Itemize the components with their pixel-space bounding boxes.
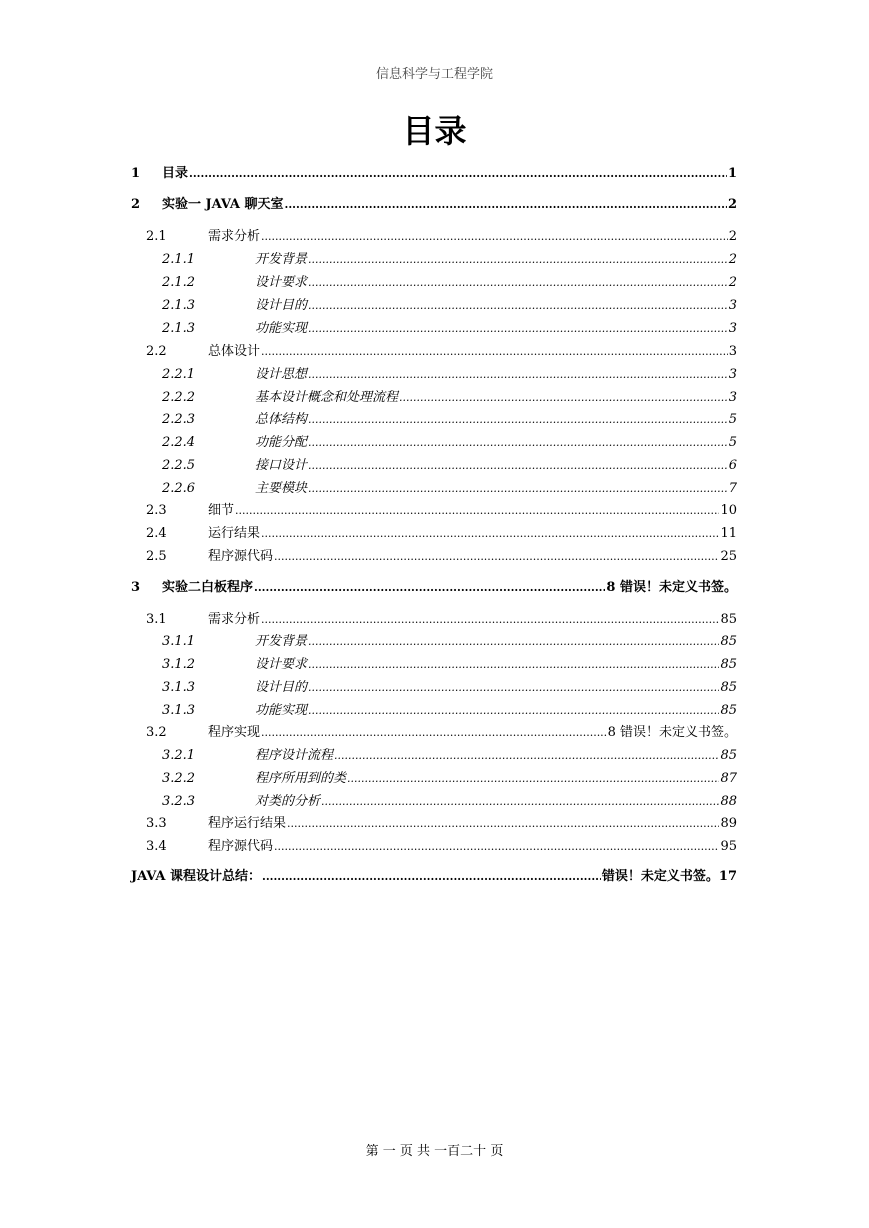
toc-entry-number: 2.4	[146, 526, 167, 541]
toc-entry-number: 2.2	[146, 344, 167, 359]
toc-entry-number: 2.1.3	[162, 298, 196, 313]
toc-entry-title: 设计目的	[255, 680, 308, 695]
toc-entry-page: 2	[728, 275, 737, 290]
toc-entry[interactable]	[131, 721, 737, 739]
toc-entry[interactable]	[131, 522, 737, 540]
page-title: 目录	[402, 112, 467, 150]
toc-leader-dots	[308, 703, 719, 717]
toc-entry[interactable]	[131, 699, 737, 717]
toc-entry-title: 运行结果	[208, 526, 261, 541]
toc-entry-page: 1	[727, 166, 737, 181]
toc-entry[interactable]	[131, 248, 737, 266]
toc-entry-title: 功能实现	[255, 703, 308, 718]
toc-entry[interactable]	[131, 431, 737, 449]
toc-leader-dots	[189, 166, 727, 180]
toc-entry-title: 需求分析	[208, 612, 261, 627]
toc-entry[interactable]	[131, 294, 737, 312]
toc-entry-number: 2	[131, 197, 141, 212]
toc-entry[interactable]	[131, 790, 737, 808]
toc-leader-dots	[287, 816, 719, 830]
toc-entry-page: 11	[720, 526, 737, 541]
toc-entry-number: 2.3	[146, 503, 167, 518]
toc-entry[interactable]	[131, 408, 737, 426]
toc-entry[interactable]	[131, 812, 737, 830]
toc-entry-page: 5	[728, 435, 737, 450]
toc-entry[interactable]	[131, 225, 737, 243]
toc-leader-dots	[308, 252, 728, 266]
toc-entry-page: 10	[720, 503, 737, 518]
toc-entry-title: 设计目的	[255, 298, 308, 313]
toc-entry-page: 2	[728, 229, 737, 244]
toc-entry-number: 3.4	[146, 839, 167, 854]
toc-entry-title: 设计要求	[255, 275, 308, 290]
toc-entry-number: 2.2.5	[162, 458, 196, 473]
toc-leader-dots	[261, 344, 728, 358]
toc-entry-page: 85	[720, 634, 737, 649]
toc-entry-title: 功能实现	[255, 321, 308, 336]
toc-entry-page: 95	[720, 839, 737, 854]
toc-entry-page: 3	[728, 390, 737, 405]
toc-entry[interactable]	[131, 162, 737, 180]
toc-leader-dots	[254, 580, 605, 594]
toc-entry-title: 开发背景	[255, 634, 308, 649]
toc-entry-title: 细节	[208, 503, 235, 518]
toc-entry[interactable]	[131, 744, 737, 762]
toc-entry-number: 3.2	[146, 725, 167, 740]
toc-entry-number: 3.1.3	[162, 703, 196, 718]
toc-entry[interactable]	[131, 767, 737, 785]
toc-entry-page: 85	[720, 612, 737, 627]
toc-entry-page: 7	[728, 481, 737, 496]
toc-entry-title: 接口设计	[255, 458, 308, 473]
toc-entry[interactable]	[131, 386, 737, 404]
toc-leader-dots	[308, 435, 728, 449]
toc-entry-page: 5	[728, 412, 737, 427]
toc-entry[interactable]	[131, 676, 737, 694]
toc-entry[interactable]	[131, 608, 737, 626]
toc-leader-dots	[261, 612, 719, 626]
toc-leader-dots	[308, 481, 728, 495]
toc-entry-page: 2	[728, 252, 737, 267]
toc-entry-number: 2.2.1	[162, 367, 196, 382]
toc-entry-page: 89	[720, 816, 737, 831]
toc-entry[interactable]	[131, 454, 737, 472]
toc-leader-dots	[334, 748, 719, 762]
toc-leader-dots	[261, 725, 607, 739]
toc-entry-number: 3.2.1	[162, 748, 196, 763]
toc-leader-dots	[308, 275, 728, 289]
toc-leader-dots	[262, 869, 601, 883]
toc-entry[interactable]	[131, 545, 737, 563]
toc-leader-dots	[308, 657, 719, 671]
toc-entry-title: 程序运行结果	[208, 816, 287, 831]
toc-entry[interactable]	[131, 576, 737, 594]
toc-leader-dots	[261, 229, 728, 243]
toc-entry[interactable]	[131, 271, 737, 289]
running-header: 信息科学与工程学院	[375, 67, 493, 82]
toc-entry-number: 2.1.1	[162, 252, 196, 267]
toc-entry-title: 功能分配	[255, 435, 308, 450]
toc-entry-number: 2.2.4	[162, 435, 196, 450]
toc-entry-page: 6	[728, 458, 737, 473]
toc-entry-page: 2	[727, 197, 737, 212]
toc-entry-page: 87	[720, 771, 737, 786]
toc-entry[interactable]	[131, 865, 737, 883]
toc-entry-number: 3.1.3	[162, 680, 196, 695]
toc-entry-title: 开发背景	[255, 252, 308, 267]
toc-entry-title: 实验二白板程序	[162, 580, 254, 595]
toc-entry-page: 25	[720, 549, 737, 564]
toc-entry-title: 总体设计	[208, 344, 261, 359]
toc-leader-dots	[399, 390, 728, 404]
toc-leader-dots	[308, 680, 719, 694]
toc-leader-dots	[321, 794, 719, 808]
toc-entry-page: 3	[728, 298, 737, 313]
toc-leader-dots	[308, 412, 728, 426]
toc-entry-page: 3	[728, 344, 737, 359]
toc-leader-dots	[308, 458, 728, 472]
toc-leader-dots	[274, 839, 719, 853]
toc-entry[interactable]	[131, 630, 737, 648]
toc-entry-page: 8 错误！未定义书签。	[606, 580, 737, 595]
toc-leader-dots	[308, 634, 719, 648]
toc-entry-number: 3.1	[146, 612, 167, 627]
toc-entry-number: 3.2.2	[162, 771, 196, 786]
toc-entry-number: 3.2.3	[162, 794, 196, 809]
toc-entry-page: 错误！未定义书签。17	[601, 869, 737, 884]
toc-entry-title: 程序实现	[208, 725, 261, 740]
toc-entry-number: 3	[131, 580, 141, 595]
toc-entry[interactable]	[131, 499, 737, 517]
toc-leader-dots	[308, 298, 728, 312]
toc-entry[interactable]	[131, 835, 737, 853]
toc-entry-title: 主要模块	[255, 481, 308, 496]
toc-entry-page: 8 错误！未定义书签。	[607, 725, 737, 740]
toc-entry-number: 2.1	[146, 229, 167, 244]
toc-leader-dots	[347, 771, 719, 785]
toc-entry-title: 基本设计概念和处理流程	[255, 390, 399, 405]
toc-entry-page: 3	[728, 321, 737, 336]
toc-leader-dots	[285, 197, 727, 211]
toc-entry-page: 85	[720, 680, 737, 695]
toc-entry-number: 2.1.2	[162, 275, 196, 290]
toc-entry-page: 85	[720, 703, 737, 718]
toc-leader-dots	[274, 549, 719, 563]
toc-entry-title: 程序设计流程	[255, 748, 334, 763]
toc-entry-title: 设计要求	[255, 657, 308, 672]
toc-entry-number: 2.1.3	[162, 321, 196, 336]
toc-entry-page: 85	[720, 657, 737, 672]
toc-entry-number: 3.3	[146, 816, 167, 831]
toc-entry[interactable]	[131, 193, 737, 211]
page-footer: 第 一 页 共 一百二十 页	[365, 1144, 504, 1159]
toc-entry-number: 3.1.2	[162, 657, 196, 672]
toc-entry-title: 对类的分析	[255, 794, 321, 809]
toc-entry-title: 总体结构	[255, 412, 308, 427]
toc-entry-title: 程序所用到的类	[255, 771, 347, 786]
toc-leader-dots	[308, 367, 728, 381]
toc-entry-title: 设计思想	[255, 367, 308, 382]
toc-entry-number: 2.5	[146, 549, 167, 564]
toc-entry-number: 1	[131, 166, 141, 181]
toc-entry-number: 2.2.6	[162, 481, 196, 496]
toc-leader-dots	[235, 503, 719, 517]
toc-entry-title: 实验一 JAVA 聊天室	[162, 197, 284, 212]
toc-entry-page: 3	[728, 367, 737, 382]
toc-entry[interactable]	[131, 653, 737, 671]
toc-entry-number: 2.2.2	[162, 390, 196, 405]
toc-entry[interactable]	[131, 363, 737, 381]
toc-leader-dots	[308, 321, 728, 335]
toc-entry-title: 程序源代码	[208, 549, 274, 564]
toc-entry[interactable]	[131, 340, 737, 358]
toc-entry[interactable]	[131, 477, 737, 495]
toc-entry-page: 88	[720, 794, 737, 809]
toc-entry-page: 85	[720, 748, 737, 763]
toc-entry-title: 程序源代码	[208, 839, 274, 854]
toc-entry[interactable]	[131, 317, 737, 335]
toc-entry-number: 2.2.3	[162, 412, 196, 427]
toc-entry-number: 3.1.1	[162, 634, 196, 649]
toc-leader-dots	[261, 526, 719, 540]
toc-entry-title: 目录	[162, 166, 189, 181]
toc-entry-title: JAVA 课程设计总结：	[131, 869, 261, 884]
toc-entry-title: 需求分析	[208, 229, 261, 244]
